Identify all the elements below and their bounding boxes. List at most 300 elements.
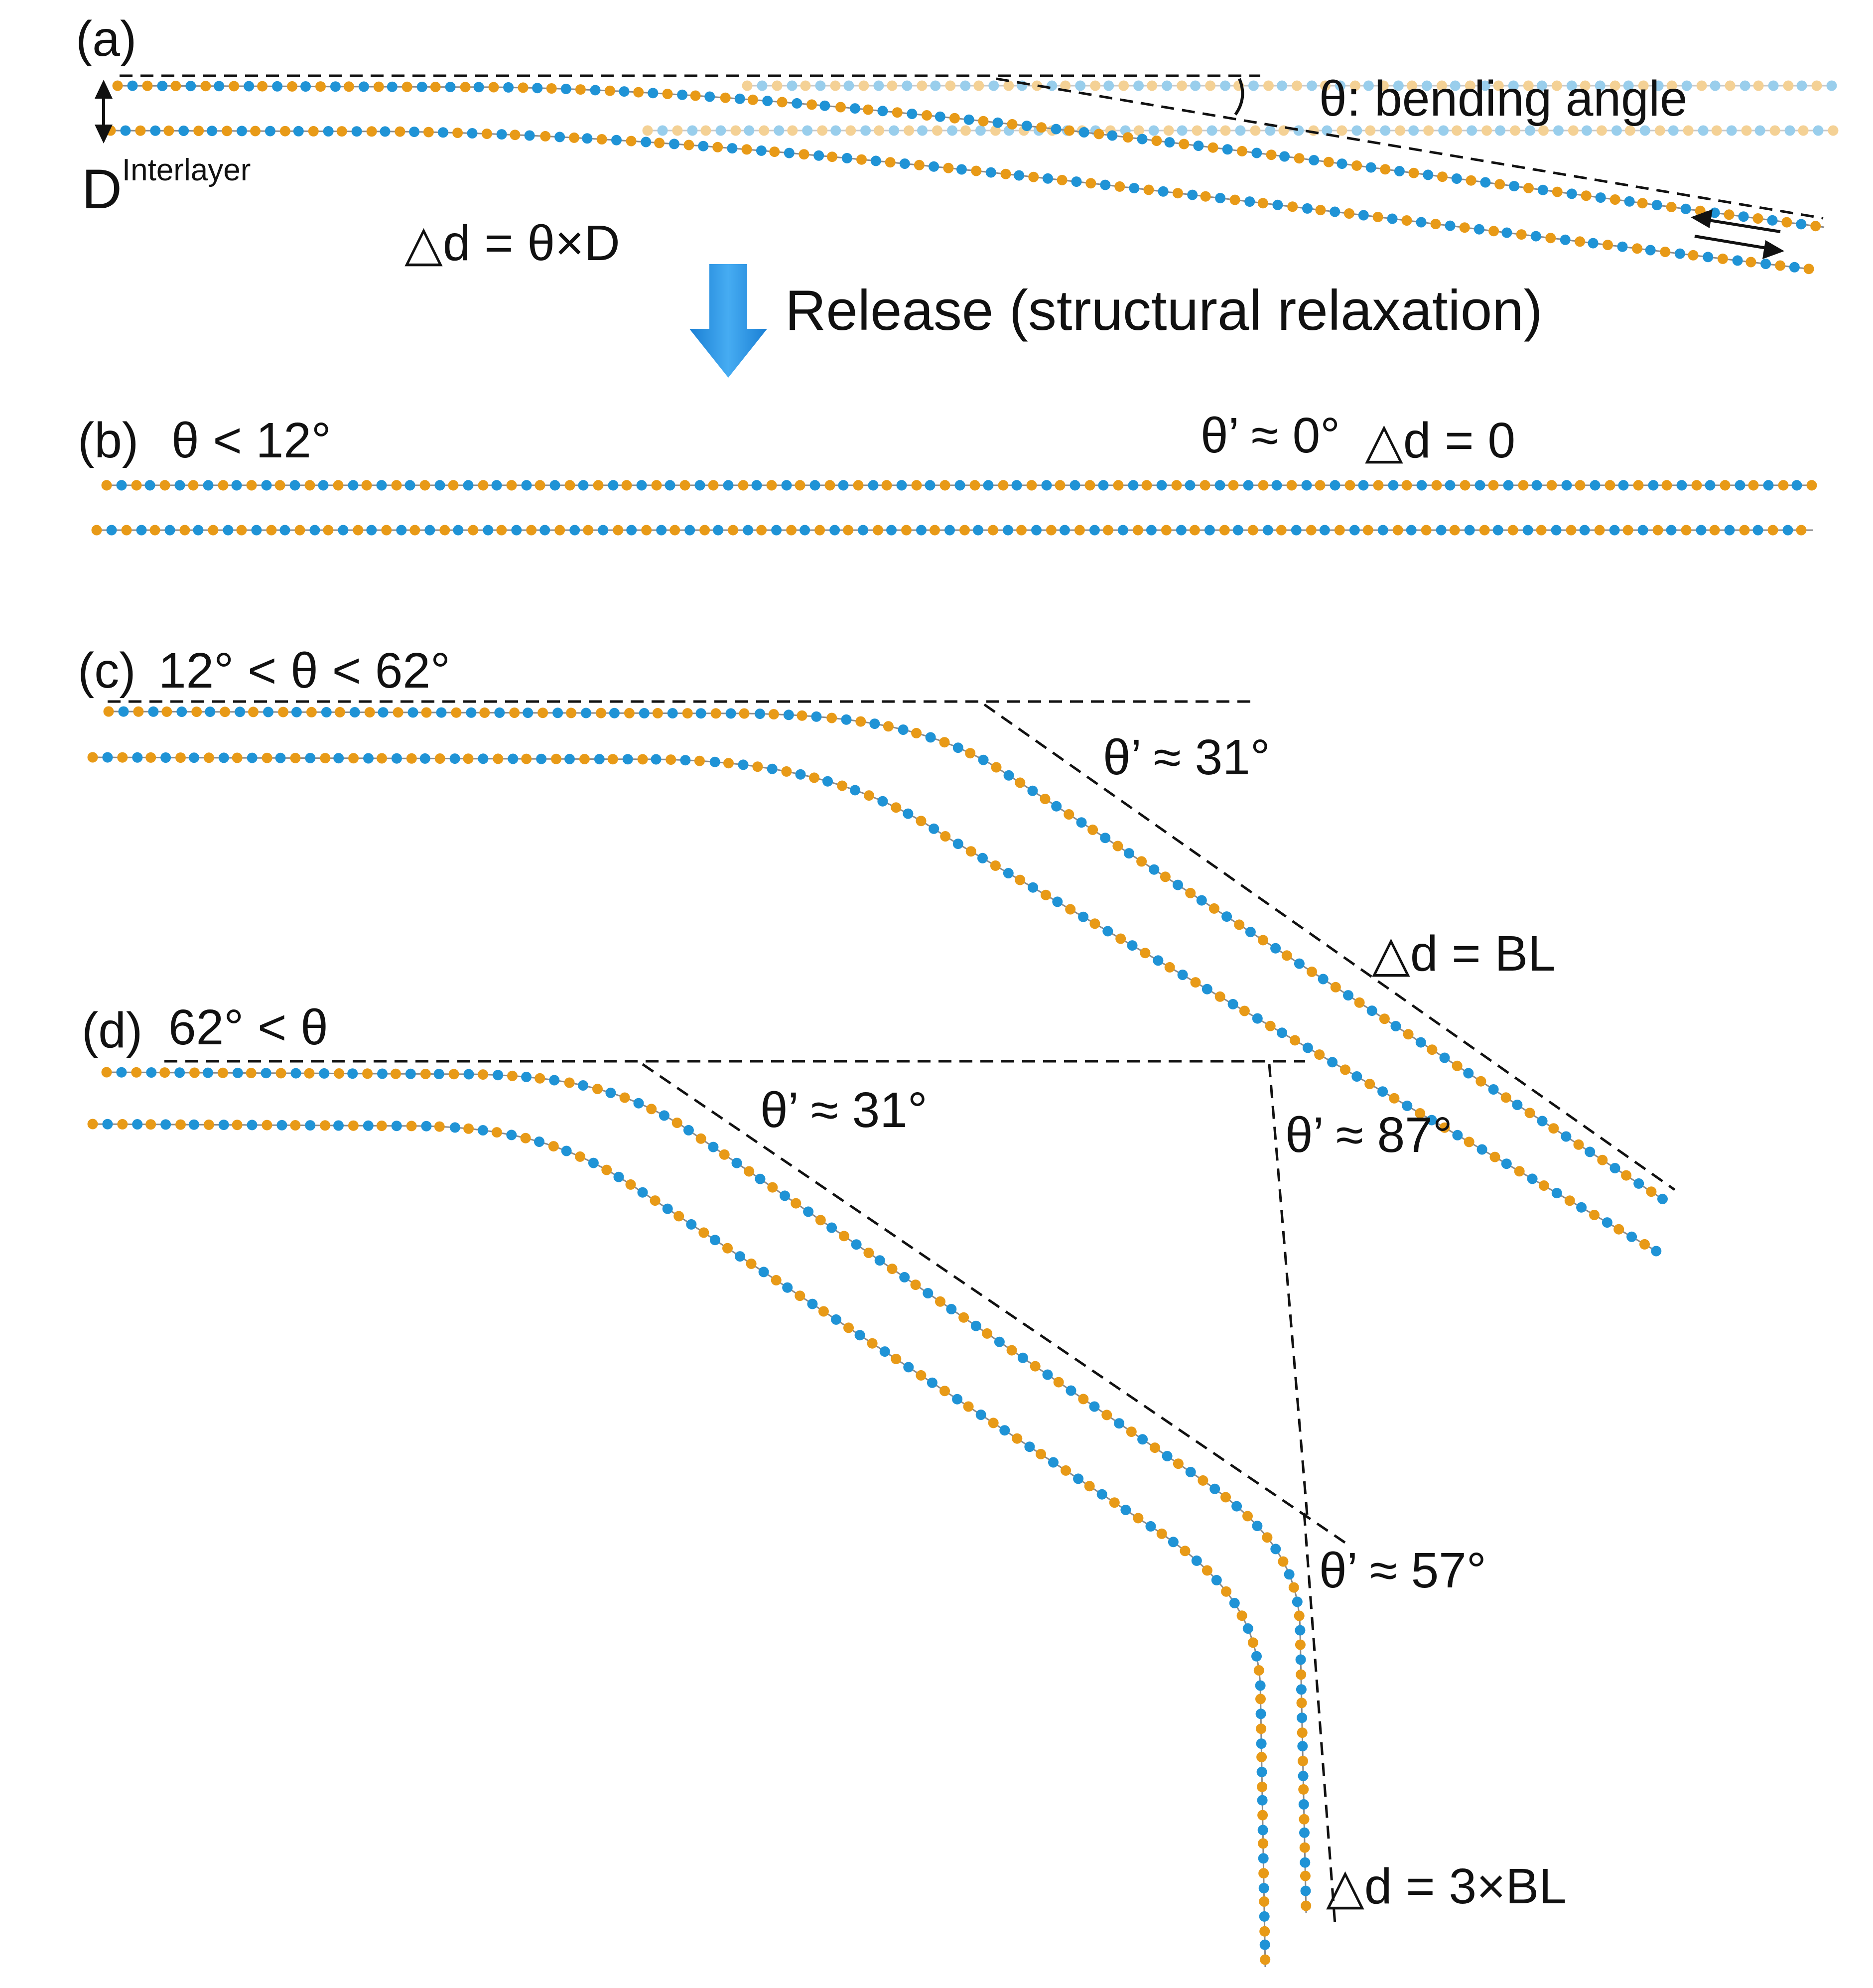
atom bbox=[1309, 155, 1319, 165]
atom bbox=[1109, 1497, 1120, 1508]
atom bbox=[710, 757, 720, 767]
b-layer-top bbox=[102, 480, 1817, 491]
atom bbox=[659, 1110, 669, 1121]
atom bbox=[1073, 1473, 1083, 1484]
atom bbox=[1588, 238, 1599, 249]
atom bbox=[588, 1158, 599, 1168]
atom bbox=[971, 1321, 981, 1331]
atom bbox=[290, 480, 300, 491]
atom bbox=[1460, 222, 1470, 233]
atom bbox=[1753, 525, 1763, 536]
atom bbox=[1666, 525, 1677, 536]
atom bbox=[743, 525, 753, 536]
atom bbox=[1243, 480, 1254, 491]
atom bbox=[945, 81, 955, 91]
atom bbox=[720, 93, 731, 103]
atom bbox=[1252, 1013, 1263, 1024]
atom bbox=[1179, 139, 1189, 149]
atom bbox=[323, 126, 334, 137]
atom bbox=[855, 716, 866, 727]
atom bbox=[1251, 1651, 1262, 1662]
atom bbox=[1531, 231, 1541, 242]
atom bbox=[907, 109, 917, 119]
atom bbox=[786, 525, 797, 536]
atom bbox=[665, 480, 675, 491]
atom bbox=[1185, 480, 1196, 491]
atom bbox=[278, 707, 288, 717]
atom bbox=[1065, 904, 1075, 915]
atom bbox=[1289, 1582, 1299, 1593]
atom bbox=[1300, 1843, 1310, 1853]
atom bbox=[175, 752, 186, 763]
atom bbox=[756, 145, 767, 156]
atom bbox=[1739, 525, 1750, 536]
atom bbox=[1133, 1513, 1143, 1523]
atom bbox=[1205, 81, 1215, 91]
atom bbox=[829, 525, 840, 536]
atom bbox=[1349, 525, 1360, 536]
atom bbox=[1510, 126, 1520, 136]
atom bbox=[1393, 525, 1403, 536]
atom bbox=[1192, 1556, 1202, 1566]
atom bbox=[898, 724, 909, 735]
atom bbox=[904, 126, 914, 136]
atom bbox=[510, 130, 520, 140]
atom bbox=[1100, 833, 1110, 843]
atom bbox=[1351, 160, 1362, 171]
atom bbox=[809, 772, 819, 783]
atom bbox=[1416, 217, 1427, 228]
atom bbox=[189, 1068, 200, 1078]
atom bbox=[1662, 480, 1672, 491]
atom bbox=[478, 753, 488, 764]
atom bbox=[813, 150, 824, 161]
atom bbox=[1292, 81, 1302, 91]
atom bbox=[704, 92, 715, 102]
atom bbox=[508, 754, 518, 764]
atom bbox=[1177, 81, 1187, 91]
atom bbox=[611, 135, 622, 145]
atom bbox=[348, 753, 359, 763]
atom bbox=[417, 82, 427, 92]
atom bbox=[291, 707, 302, 717]
atom bbox=[874, 126, 884, 136]
atom bbox=[1681, 525, 1692, 536]
atom bbox=[944, 525, 955, 536]
atom bbox=[1061, 1465, 1071, 1476]
atom bbox=[646, 1104, 657, 1114]
atom bbox=[1193, 141, 1204, 151]
atom bbox=[521, 754, 532, 764]
atom bbox=[409, 127, 419, 137]
panel-d-delta-d: △d = 3×BL bbox=[1326, 1858, 1567, 1914]
atom bbox=[994, 1337, 1005, 1347]
atom bbox=[732, 1158, 742, 1168]
atom bbox=[460, 82, 471, 92]
atom bbox=[738, 759, 749, 770]
atom bbox=[479, 708, 490, 718]
atom bbox=[841, 714, 852, 725]
atom bbox=[1696, 525, 1707, 536]
atom bbox=[1137, 1434, 1148, 1444]
atom bbox=[1783, 525, 1793, 536]
atom bbox=[1480, 177, 1490, 188]
atom bbox=[378, 707, 389, 717]
atom bbox=[1379, 1013, 1390, 1024]
atom bbox=[1123, 132, 1133, 142]
atom bbox=[391, 1069, 401, 1079]
atom bbox=[1060, 525, 1070, 536]
atom bbox=[1466, 175, 1476, 186]
atom bbox=[203, 480, 214, 491]
atom bbox=[891, 802, 901, 813]
atom bbox=[423, 127, 434, 138]
atom bbox=[534, 1136, 544, 1147]
atom bbox=[275, 753, 286, 763]
atom bbox=[214, 81, 224, 91]
atom bbox=[203, 1068, 213, 1078]
atom bbox=[569, 133, 579, 143]
atom bbox=[795, 480, 805, 491]
atom bbox=[1219, 525, 1230, 536]
atom bbox=[1423, 169, 1433, 180]
atom bbox=[521, 1072, 532, 1082]
atom bbox=[1452, 1130, 1463, 1140]
atom bbox=[867, 1338, 878, 1349]
panel-d-tag: (d) bbox=[82, 1002, 143, 1058]
atom bbox=[539, 525, 550, 536]
atom bbox=[521, 1133, 531, 1143]
bending-angle-label: θ: bending angle bbox=[1319, 71, 1688, 127]
atom bbox=[873, 525, 883, 536]
atom bbox=[204, 752, 214, 763]
atom bbox=[593, 480, 604, 491]
atom bbox=[1231, 1501, 1242, 1512]
atom bbox=[641, 137, 651, 147]
atom bbox=[1248, 1637, 1258, 1648]
atom bbox=[1299, 1799, 1309, 1810]
atom bbox=[880, 1346, 890, 1357]
atom bbox=[287, 81, 297, 92]
atom bbox=[1066, 1386, 1076, 1396]
atom bbox=[305, 480, 315, 491]
atom bbox=[406, 753, 417, 764]
atom bbox=[590, 85, 601, 95]
atom bbox=[1147, 81, 1157, 91]
atom bbox=[677, 90, 687, 100]
atom bbox=[1220, 126, 1231, 136]
atom bbox=[1300, 1857, 1310, 1868]
atom bbox=[1675, 249, 1685, 259]
atom bbox=[1259, 1911, 1270, 1922]
atom bbox=[119, 707, 129, 717]
atom bbox=[1725, 81, 1736, 91]
atom bbox=[305, 753, 315, 763]
atom bbox=[643, 126, 653, 136]
atom bbox=[247, 753, 258, 763]
atom bbox=[1297, 1698, 1307, 1708]
atom bbox=[1282, 950, 1292, 961]
atom bbox=[1036, 122, 1047, 133]
atom bbox=[1103, 525, 1113, 536]
atom bbox=[639, 708, 650, 718]
panel-c-delta-d: △d = BL bbox=[1372, 926, 1556, 982]
atom bbox=[135, 126, 145, 136]
atom bbox=[900, 158, 910, 169]
atom bbox=[663, 89, 673, 99]
atom bbox=[1054, 1377, 1064, 1388]
atom bbox=[1300, 1871, 1311, 1881]
atom bbox=[1516, 229, 1527, 240]
b-layer-bottom bbox=[92, 525, 1814, 536]
atom bbox=[133, 707, 143, 717]
atom bbox=[1560, 235, 1571, 245]
atom bbox=[1258, 935, 1268, 945]
atom bbox=[1186, 1467, 1196, 1477]
atom bbox=[963, 1402, 974, 1412]
atom bbox=[613, 525, 623, 536]
atom bbox=[497, 129, 507, 140]
atom bbox=[248, 707, 259, 717]
atom bbox=[1525, 126, 1535, 136]
atom bbox=[1158, 186, 1169, 197]
atom bbox=[1509, 181, 1519, 191]
atom bbox=[1302, 203, 1313, 214]
atom bbox=[1187, 190, 1198, 200]
d-layer-bottom bbox=[88, 1119, 1271, 1968]
atom bbox=[939, 1386, 950, 1396]
atom bbox=[815, 81, 825, 91]
atom bbox=[710, 1235, 720, 1245]
atom bbox=[1237, 146, 1247, 156]
atom bbox=[1168, 1537, 1179, 1547]
atom bbox=[1173, 1458, 1184, 1469]
atom bbox=[1161, 525, 1172, 536]
atom bbox=[420, 480, 430, 491]
atom bbox=[781, 766, 792, 777]
atom bbox=[757, 81, 768, 91]
atom bbox=[236, 525, 247, 536]
atom bbox=[641, 525, 652, 536]
atom bbox=[842, 153, 852, 163]
atom bbox=[160, 480, 170, 491]
atom bbox=[352, 126, 362, 137]
atom bbox=[276, 1068, 286, 1078]
atom bbox=[1209, 903, 1219, 914]
atom bbox=[926, 732, 936, 742]
atom bbox=[377, 753, 387, 764]
a-bent-bottom-bond bbox=[111, 131, 1810, 269]
atom bbox=[363, 1121, 374, 1131]
atom bbox=[1031, 525, 1042, 536]
atom bbox=[1260, 1955, 1270, 1965]
atom bbox=[1501, 1092, 1511, 1103]
atom bbox=[132, 1119, 142, 1130]
atom bbox=[1201, 191, 1211, 202]
atom bbox=[947, 126, 957, 136]
atom bbox=[1220, 81, 1230, 91]
atom bbox=[1146, 1521, 1156, 1532]
atom bbox=[1609, 525, 1620, 536]
atom bbox=[638, 754, 648, 764]
atom bbox=[507, 1071, 518, 1081]
atom bbox=[1003, 868, 1014, 878]
atom bbox=[337, 126, 347, 137]
atom bbox=[467, 128, 478, 139]
atom bbox=[1354, 997, 1365, 1008]
atom bbox=[175, 480, 185, 491]
atom bbox=[1668, 126, 1679, 136]
atom bbox=[700, 126, 711, 136]
atom bbox=[393, 707, 403, 717]
atom bbox=[294, 525, 305, 536]
atom bbox=[439, 525, 450, 536]
atom bbox=[1202, 984, 1212, 994]
atom bbox=[1582, 126, 1592, 136]
atom bbox=[257, 81, 268, 92]
atom bbox=[1302, 480, 1312, 491]
atom bbox=[767, 764, 778, 774]
atom bbox=[523, 708, 533, 718]
atom bbox=[291, 1068, 301, 1079]
atom bbox=[1107, 131, 1117, 141]
atom bbox=[892, 107, 903, 118]
atom bbox=[953, 742, 963, 753]
atom bbox=[886, 525, 897, 536]
atom bbox=[755, 709, 765, 719]
atom bbox=[554, 525, 565, 536]
atom bbox=[887, 81, 897, 91]
atom bbox=[578, 1080, 588, 1091]
atom bbox=[1640, 126, 1650, 136]
atom bbox=[903, 809, 913, 819]
atom bbox=[1075, 81, 1085, 91]
atom bbox=[246, 1068, 257, 1078]
atom bbox=[748, 95, 758, 105]
atom bbox=[800, 525, 810, 536]
atom bbox=[1287, 480, 1297, 491]
atom bbox=[756, 525, 767, 536]
atom bbox=[1248, 525, 1258, 536]
atom bbox=[811, 711, 821, 722]
atom bbox=[827, 151, 837, 162]
atom bbox=[651, 754, 662, 765]
atom bbox=[185, 81, 196, 91]
panel-b bbox=[78, 408, 1515, 468]
atom bbox=[1741, 126, 1752, 136]
atom bbox=[449, 1069, 459, 1079]
atom bbox=[430, 82, 441, 92]
atom bbox=[762, 96, 773, 106]
atom bbox=[925, 480, 936, 491]
atom bbox=[1431, 219, 1441, 229]
atom bbox=[1488, 1084, 1499, 1095]
atom bbox=[448, 480, 459, 491]
atom bbox=[496, 525, 507, 536]
atom bbox=[1278, 1557, 1288, 1567]
atom-chains bbox=[88, 81, 1839, 1968]
atom bbox=[901, 525, 912, 536]
atom bbox=[160, 752, 171, 763]
atom bbox=[863, 1248, 874, 1258]
atom bbox=[160, 1119, 171, 1130]
atom bbox=[792, 98, 802, 109]
atom bbox=[350, 707, 360, 717]
atom bbox=[1337, 126, 1347, 136]
atom bbox=[1770, 126, 1780, 136]
atom bbox=[1244, 196, 1255, 207]
atom bbox=[150, 126, 160, 136]
atom bbox=[304, 1068, 314, 1079]
atom bbox=[405, 480, 415, 491]
atom bbox=[1041, 890, 1051, 900]
atom bbox=[1755, 126, 1765, 136]
atom bbox=[592, 1084, 603, 1094]
atom bbox=[1633, 480, 1644, 491]
atom bbox=[1027, 480, 1037, 491]
atom bbox=[975, 126, 986, 136]
atom bbox=[739, 709, 750, 719]
atom bbox=[1768, 525, 1778, 536]
atom bbox=[955, 480, 965, 491]
atom bbox=[1004, 770, 1014, 781]
atom bbox=[1432, 480, 1442, 491]
atom bbox=[406, 1121, 417, 1131]
atom bbox=[916, 816, 927, 826]
atom bbox=[1277, 81, 1287, 91]
atom bbox=[638, 1187, 648, 1198]
atom bbox=[1173, 188, 1183, 198]
bent-reference-line-d1 bbox=[643, 1064, 1345, 1543]
atom bbox=[405, 1069, 416, 1079]
atom bbox=[1324, 157, 1334, 167]
atom bbox=[1043, 173, 1053, 184]
atom bbox=[420, 1069, 431, 1079]
atom bbox=[1129, 183, 1139, 193]
atom bbox=[1076, 817, 1087, 828]
atom bbox=[1047, 81, 1057, 91]
atom bbox=[1211, 1575, 1222, 1585]
atom bbox=[843, 1322, 854, 1333]
atom bbox=[396, 525, 406, 536]
atom bbox=[1150, 1442, 1160, 1453]
atom bbox=[193, 525, 203, 536]
atom bbox=[1027, 786, 1038, 796]
atom bbox=[306, 707, 317, 717]
atom bbox=[1320, 525, 1330, 536]
atom bbox=[1112, 841, 1123, 852]
atom bbox=[1030, 1361, 1041, 1372]
atom bbox=[959, 525, 970, 536]
atom bbox=[1257, 1767, 1267, 1777]
atom bbox=[1561, 1132, 1571, 1142]
atom bbox=[1239, 1006, 1250, 1016]
atom bbox=[873, 81, 884, 91]
atom bbox=[1294, 1611, 1305, 1621]
atom bbox=[755, 1174, 766, 1184]
atom bbox=[1079, 127, 1089, 138]
atom bbox=[835, 102, 846, 113]
atom bbox=[537, 708, 548, 718]
atom bbox=[1567, 188, 1577, 199]
atom bbox=[219, 1120, 229, 1130]
atom bbox=[1568, 126, 1579, 136]
atom bbox=[624, 708, 635, 718]
atom bbox=[1140, 948, 1150, 958]
atom bbox=[682, 708, 693, 718]
atom bbox=[1258, 1868, 1269, 1878]
atom bbox=[191, 707, 202, 717]
